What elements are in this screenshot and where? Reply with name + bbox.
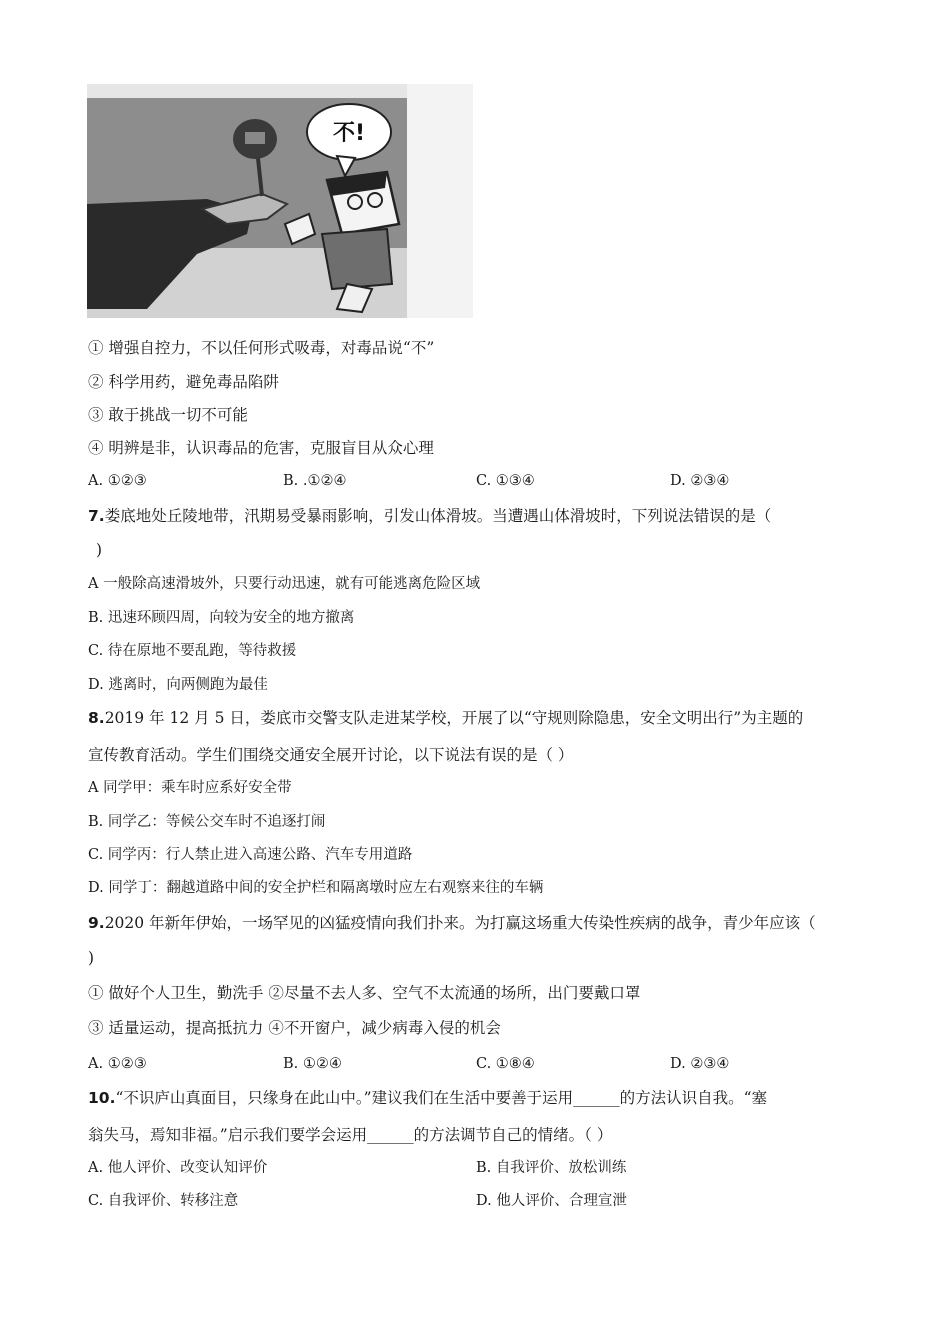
speech-bubble-text: 不! [332, 121, 366, 146]
q9-statements-line-1: ① 做好个人卫生，勤洗手 ②尽量不去人多、空气不太流通的场所，出门要戴口罩 [88, 984, 641, 1002]
q10-option-c[interactable]: C. 自我评价、转移注意 [88, 1193, 239, 1209]
q7-option-d[interactable]: D. 逃离时，向两侧跑为最佳 [88, 677, 268, 693]
q10-option-a[interactable]: A. 他人评价、改变认知评价 [88, 1160, 268, 1176]
q7-option-c[interactable]: C. 待在原地不要乱跑，等待救援 [88, 643, 297, 659]
q8-stem-text: 2019 年 12 月 5 日，娄底市交警支队走进某学校，开展了以“守规则除隐患，安全文明出行”为主题的 [104, 709, 804, 727]
q10-stem-text: “不识庐山真面目，只缘身在此山中。”建议我们在生活中要善于运用______的方法认识自我。“塞 [115, 1089, 767, 1107]
q7-stem [88, 506, 771, 526]
q9-option-a[interactable]: A. ①②③ [88, 1056, 147, 1072]
q9-stem-end: ) [88, 949, 95, 967]
q6-option-d[interactable]: D. ②③④ [670, 473, 730, 489]
q10-stem-line-1 [88, 1088, 767, 1108]
q8-option-b[interactable]: B. 同学乙：等候公交车时不追逐打闹 [88, 814, 326, 830]
q9-statements-line-2: ③ 适量运动，提高抵抗力 ④不开窗户，减少病毒入侵的机会 [88, 1019, 501, 1037]
q9-option-b[interactable]: B. ①②④ [283, 1056, 342, 1072]
q6-statement-2: ② 科学用药，避免毒品陷阱 [88, 373, 279, 391]
q9-option-c[interactable]: C. ①⑧④ [476, 1056, 535, 1072]
q6-statement-3: ③ 敢于挑战一切不可能 [88, 406, 248, 424]
q6-option-b[interactable]: B. .①②④ [283, 473, 347, 489]
q9-number: 9. [88, 914, 105, 932]
q7-option-b[interactable]: B. 迅速环顾四周，向较为安全的地方撤离 [88, 610, 355, 626]
q6-option-a[interactable]: A. ①②③ [88, 473, 147, 489]
q9-stem-text: 2020 年新年伊始，一场罕见的凶猛疫情向我们扑来。为打赢这场重大传染性疾病的战争，青少年应该（ [104, 914, 816, 932]
q6-statement-1: ① 增强自控力，不以任何形式吸毒，对毒品说“不” [88, 339, 435, 357]
q8-option-a[interactable]: A 同学甲：乘车时应系好安全带 [88, 780, 292, 796]
q8-number: 8. [88, 709, 105, 727]
q7-number: 7. [88, 507, 105, 525]
anti-drug-illustration [87, 84, 473, 318]
q10-stem-line-2: 翁失马，焉知非福。”启示我们要学会运用______的方法调节自己的情绪。（ ） [88, 1126, 613, 1144]
q7-option-a[interactable]: A 一般除高速滑坡外，只要行动迅速，就有可能逃离危险区域 [88, 576, 481, 592]
q8-stem-line-2: 宣传教育活动。学生们围绕交通安全展开讨论，以下说法有误的是（ ） [88, 746, 574, 764]
q7-stem-end: ) [96, 541, 103, 559]
q8-stem-line-1 [88, 708, 803, 728]
q8-option-d[interactable]: D. 同学丁：翻越道路中间的安全护栏和隔离墩时应左右观察来往的车辆 [88, 880, 544, 896]
q10-number: 10. [88, 1089, 116, 1107]
q9-option-d[interactable]: D. ②③④ [670, 1056, 730, 1072]
q7-stem-text: 娄底地处丘陵地带，汛期易受暴雨影响，引发山体滑坡。当遭遇山体滑坡时，下列说法错误的是（ [104, 507, 772, 525]
q10-option-b[interactable]: B. 自我评价、放松训练 [476, 1160, 627, 1176]
q9-stem [88, 913, 816, 933]
q10-option-d[interactable]: D. 他人评价、合理宣泄 [476, 1193, 627, 1209]
q6-statement-4: ④ 明辨是非，认识毒品的危害，克服盲目从众心理 [88, 439, 434, 457]
q8-option-c[interactable]: C. 同学丙：行人禁止进入高速公路、汽车专用道路 [88, 847, 413, 863]
q6-option-c[interactable]: C. ①③④ [476, 473, 535, 489]
